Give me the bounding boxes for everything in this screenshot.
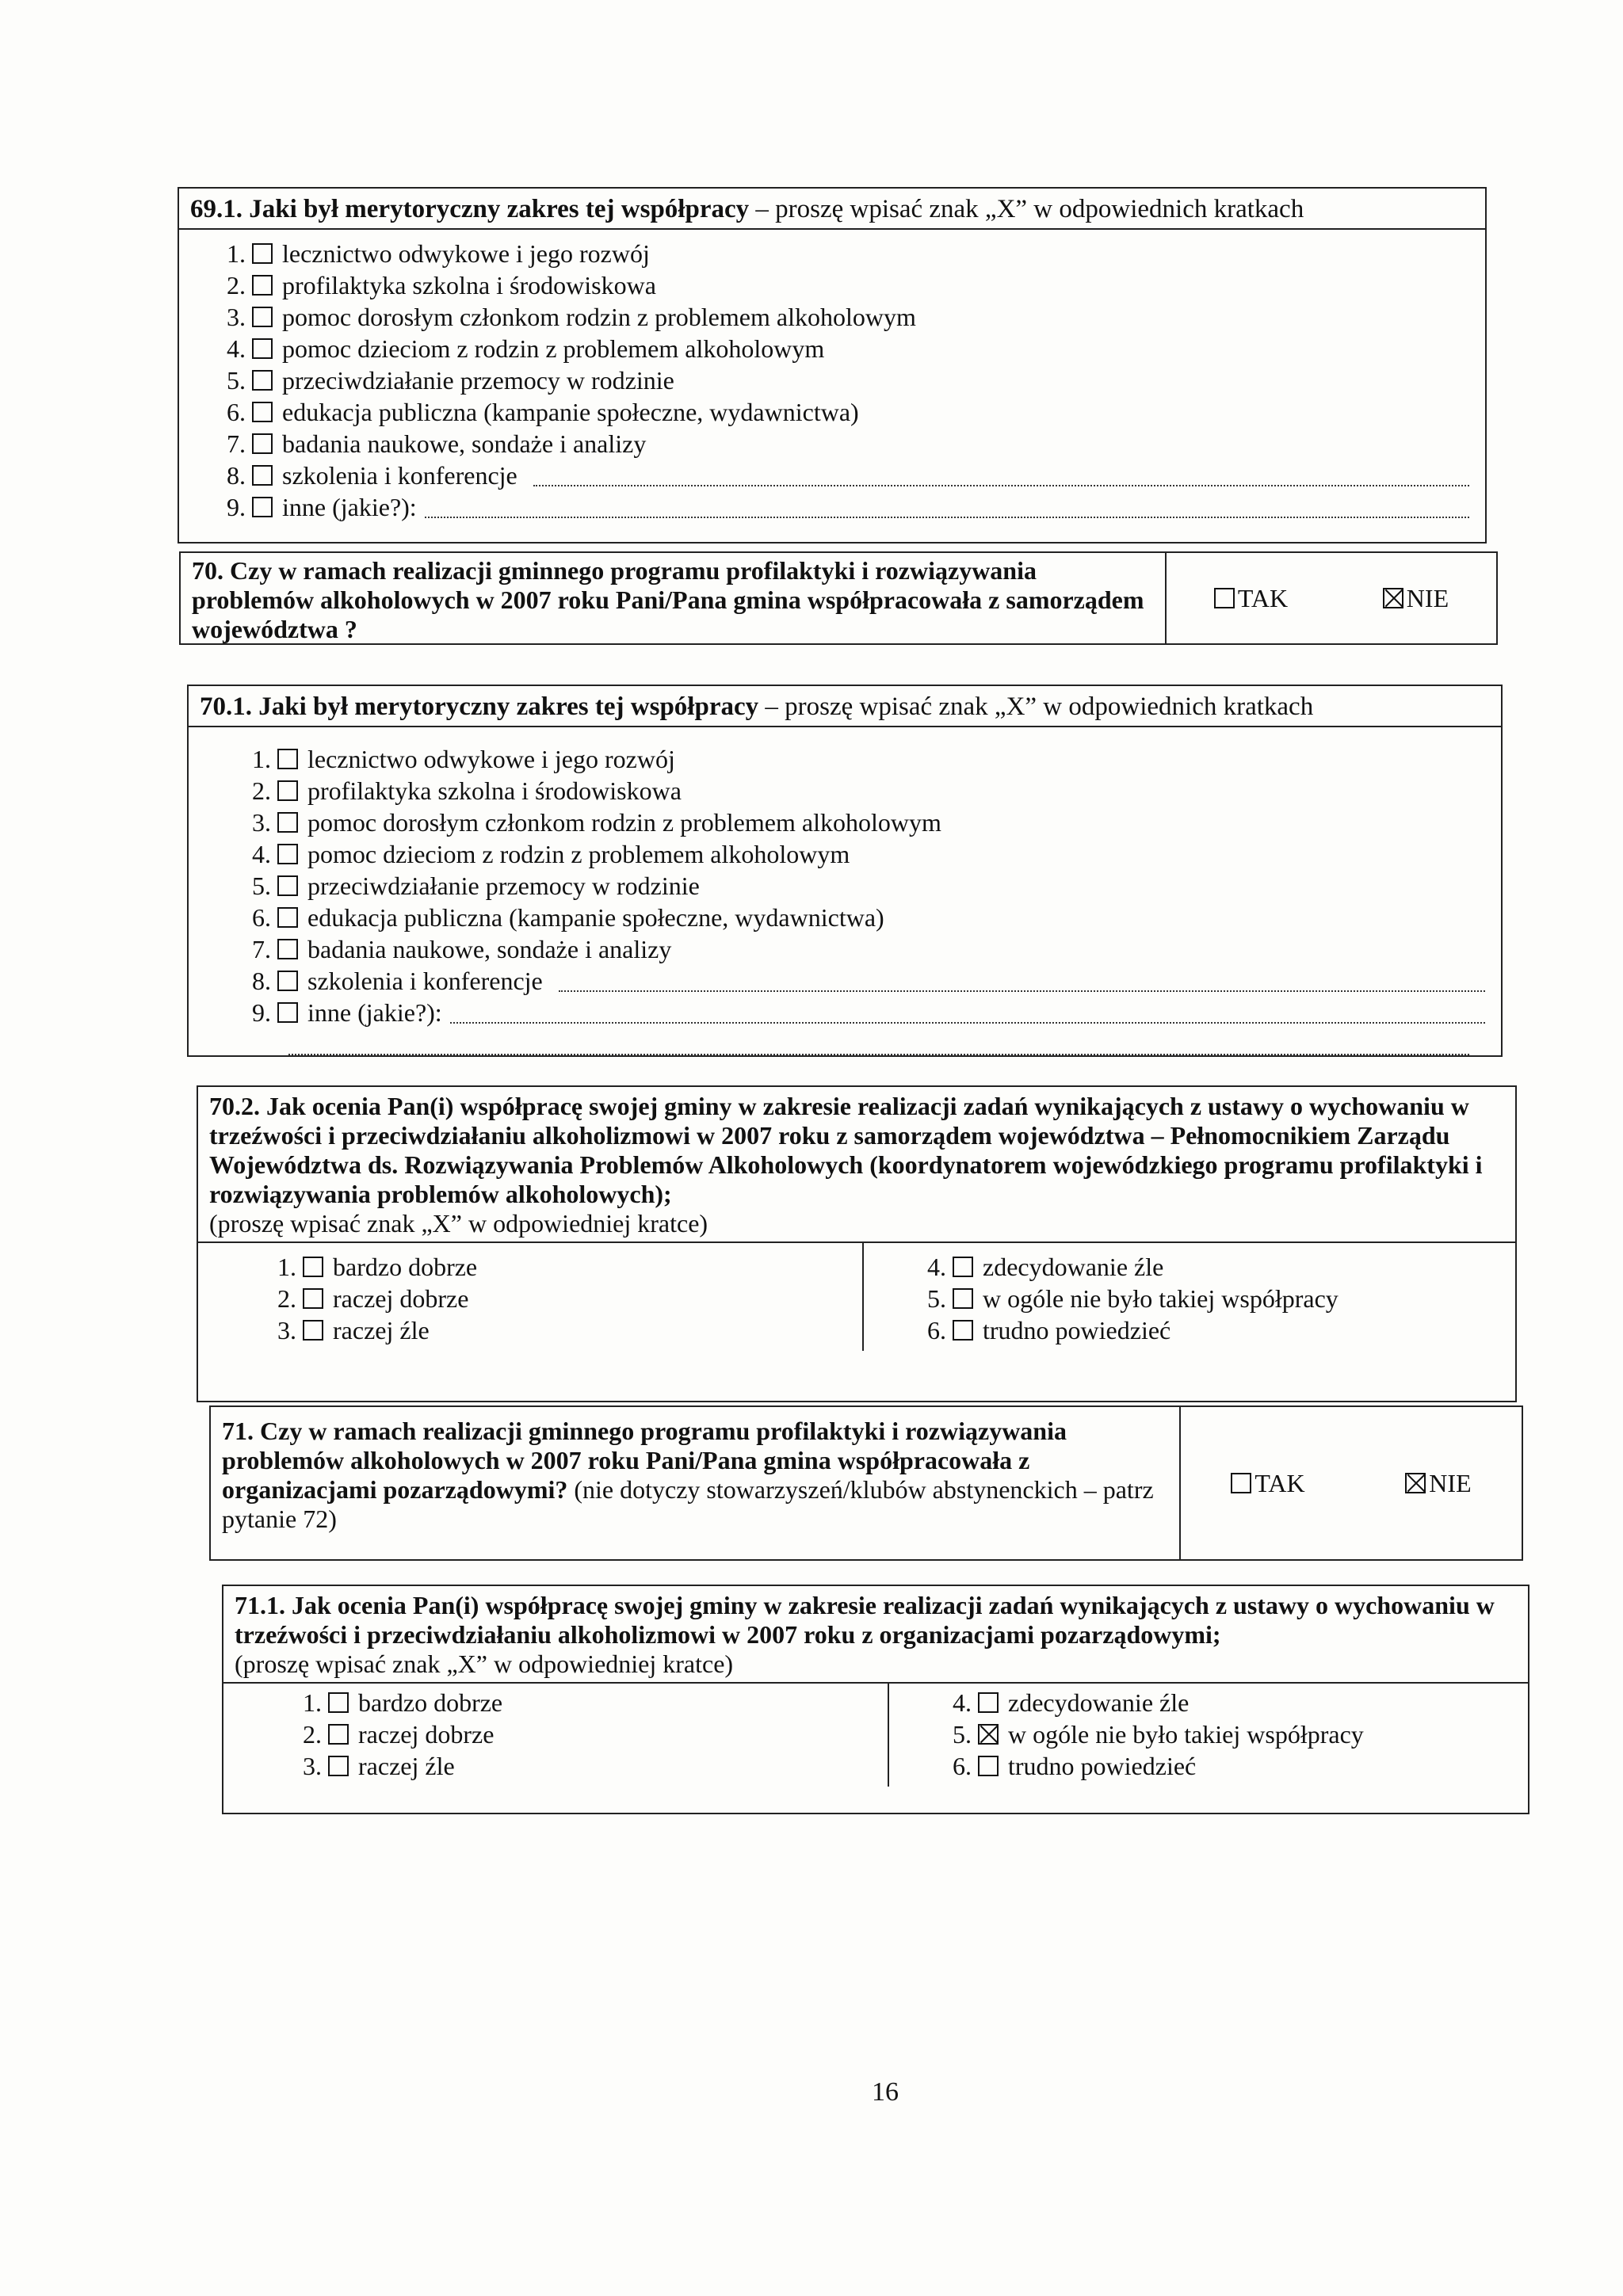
checkbox[interactable] — [252, 497, 273, 517]
option-label: badania naukowe, sondaże i analizy — [307, 935, 672, 963]
rating-column-left — [223, 1684, 889, 1787]
option-number: 5. — [927, 1284, 946, 1313]
option-number: 6. — [227, 398, 246, 426]
option-number: 1. — [252, 745, 271, 773]
scope-option — [211, 238, 1485, 269]
scope-option — [211, 428, 1485, 460]
option-label: edukacja publiczna (kampanie społeczne, wydawnictwa) — [282, 398, 859, 426]
scope-option — [236, 743, 1501, 775]
option-label: edukacja publiczna (kampanie społeczne, wydawnictwa) — [307, 903, 884, 932]
option-label: raczej dobrze — [358, 1720, 495, 1749]
question-71-text — [209, 1405, 1181, 1561]
option-number: 5. — [252, 871, 271, 900]
option-label: inne (jakie?): — [282, 493, 417, 521]
scope-option — [211, 301, 1485, 333]
checkbox[interactable] — [252, 275, 273, 296]
answer-yes-label: TAK — [1237, 583, 1289, 612]
scope-option-other — [236, 997, 1501, 1028]
option-number: 1. — [227, 239, 246, 268]
option-number: 2. — [303, 1720, 322, 1749]
option-label: pomoc dzieciom z rodzin z problemem alkoholowym — [307, 840, 850, 868]
option-label: badania naukowe, sondaże i analizy — [282, 429, 647, 458]
checkbox[interactable] — [277, 780, 298, 801]
question-70-2-text: 70.2. Jak ocenia Pan(i) współpracę swojej gminy w zakresie realizacji zadań wynikających z ustawy o wychowaniu w trzeźwości i przeciwdziałaniu alkoholizmowi w 2007 roku z samorządem województwa – Pełnomocnikiem Zarządu Województwa ds. Rozwiązywania Problemów Alkoholowych (koordynatorem wojewódzkiego programu profilaktyki i rozwiązywania problemów alkoholowych); — [209, 1092, 1483, 1208]
option-number: 2. — [277, 1284, 296, 1313]
option-number: 5. — [953, 1720, 972, 1749]
option-number: 9. — [227, 493, 246, 521]
scope-list-69-1 — [179, 230, 1485, 523]
section-69-1-title: 69.1. Jaki był merytoryczny zakres tej współpracy — [190, 195, 750, 223]
question-71-1-instruction: (proszę wpisać znak „X” w odpowiedniej kratce) — [235, 1650, 734, 1678]
option-label: pomoc dorosłym członkom rodzin z problemem alkoholowym — [307, 808, 941, 837]
section-69-1-heading — [179, 189, 1485, 230]
scope-option — [211, 460, 1485, 491]
option-label: lecznictwo odwykowe i jego rozwój — [307, 745, 675, 773]
scope-option — [236, 965, 1501, 997]
option-number: 7. — [252, 935, 271, 963]
other-write-in-line-2[interactable] — [288, 1052, 1469, 1055]
checkbox-no[interactable] — [1383, 588, 1403, 608]
option-number: 4. — [252, 840, 271, 868]
answer-yes — [1231, 1469, 1304, 1498]
rating-option — [287, 1687, 888, 1718]
section-71-1 — [222, 1585, 1529, 1814]
option-label: bardzo dobrze — [358, 1688, 503, 1717]
page-number: 16 — [872, 2077, 899, 2107]
option-number: 1. — [277, 1253, 296, 1281]
checkbox[interactable] — [252, 338, 273, 359]
answer-no-label: NIE — [1406, 583, 1449, 612]
scope-option — [236, 870, 1501, 902]
checkbox[interactable] — [328, 1724, 349, 1745]
checkbox[interactable] — [277, 749, 298, 769]
option-number: 3. — [277, 1316, 296, 1344]
checkbox[interactable] — [303, 1320, 323, 1341]
checkbox[interactable] — [277, 907, 298, 928]
checkbox-no[interactable] — [1405, 1473, 1426, 1493]
rating-column-left — [198, 1243, 864, 1351]
option-label: raczej źle — [358, 1752, 455, 1780]
option-number: 8. — [227, 461, 246, 490]
option-number: 5. — [227, 366, 246, 395]
write-in-line[interactable] — [533, 464, 1469, 486]
option-label: szkolenia i konferencje — [307, 967, 543, 995]
option-label: trudno powiedzieć — [983, 1316, 1171, 1344]
section-70-2-heading — [198, 1087, 1515, 1243]
option-number: 3. — [252, 808, 271, 837]
rating-option — [287, 1718, 888, 1750]
option-number: 4. — [953, 1688, 972, 1717]
checkbox[interactable] — [277, 971, 298, 991]
option-label: pomoc dzieciom z rodzin z problemem alkoholowym — [282, 334, 825, 363]
question-71-main: 71. Czy w ramach realizacji gminnego programu profilaktyki i rozwiązywania problemów alkoholowych w 2007 roku Pani/Pana gmina współpracowała z organizacjami pozarządowymi? — [222, 1417, 1067, 1504]
checkbox[interactable] — [328, 1692, 349, 1713]
section-70-1-title: 70.1. Jaki był merytoryczny zakres tej współpracy — [200, 692, 759, 721]
option-label: profilaktyka szkolna i środowiskowa — [282, 271, 656, 299]
checkbox[interactable] — [953, 1288, 973, 1309]
checkbox[interactable] — [252, 307, 273, 327]
checkbox[interactable] — [277, 939, 298, 959]
option-label: przeciwdziałanie przemocy w rodzinie — [307, 871, 700, 900]
scope-option — [211, 269, 1485, 301]
rating-option — [287, 1750, 888, 1782]
option-number: 6. — [252, 903, 271, 932]
rating-column-right — [864, 1243, 1338, 1351]
scope-option — [211, 396, 1485, 428]
scope-option — [236, 838, 1501, 870]
checkbox[interactable] — [303, 1257, 323, 1277]
option-number: 2. — [252, 776, 271, 805]
scope-option — [236, 902, 1501, 933]
option-label: lecznictwo odwykowe i jego rozwój — [282, 239, 650, 268]
option-number: 6. — [927, 1316, 946, 1344]
section-70-1-heading — [189, 686, 1501, 727]
scope-option — [236, 775, 1501, 807]
checkbox[interactable] — [978, 1692, 999, 1713]
checkbox[interactable] — [277, 844, 298, 864]
rating-option — [262, 1314, 862, 1346]
scope-list-70-1 — [189, 727, 1501, 1055]
checkbox[interactable] — [252, 465, 273, 486]
option-label: trudno powiedzieć — [1008, 1752, 1197, 1780]
rating-column-right — [889, 1684, 1364, 1787]
question-70-2-instruction: (proszę wpisać znak „X” w odpowiedniej kratce) — [209, 1209, 708, 1238]
checkbox[interactable] — [277, 812, 298, 833]
other-write-in-line[interactable] — [425, 496, 1469, 518]
option-label: inne (jakie?): — [307, 998, 442, 1027]
option-number: 2. — [227, 271, 246, 299]
checkbox[interactable] — [303, 1288, 323, 1309]
checkbox[interactable] — [252, 402, 273, 422]
checkbox-yes[interactable] — [1214, 588, 1235, 608]
checkbox-yes[interactable] — [1231, 1473, 1251, 1493]
option-label: szkolenia i konferencje — [282, 461, 517, 490]
option-label: bardzo dobrze — [333, 1253, 478, 1281]
rating-options-70-2 — [198, 1243, 1515, 1351]
section-70-1 — [187, 685, 1503, 1057]
answer-no — [1405, 1469, 1471, 1498]
option-label: w ogóle nie było takiej współpracy — [1008, 1720, 1364, 1749]
checkbox[interactable] — [328, 1756, 349, 1776]
option-label: raczej źle — [333, 1316, 430, 1344]
rating-option — [911, 1251, 1338, 1283]
checkbox[interactable] — [953, 1257, 973, 1277]
checkbox[interactable] — [277, 1002, 298, 1023]
option-number: 9. — [252, 998, 271, 1027]
option-label: zdecydowanie źle — [1008, 1688, 1190, 1717]
question-70-answers — [1167, 551, 1498, 645]
rating-option — [937, 1687, 1364, 1718]
write-in-line[interactable] — [559, 970, 1485, 992]
section-69-1 — [178, 187, 1487, 543]
answer-yes-label: TAK — [1254, 1468, 1305, 1497]
question-71-note: (nie dotyczy stowarzyszeń/klubów abstynenckich – patrz pytanie 72) — [222, 1475, 1154, 1533]
option-label: raczej dobrze — [333, 1284, 469, 1313]
option-number: 8. — [252, 967, 271, 995]
checkbox[interactable] — [252, 433, 273, 454]
option-number: 6. — [953, 1752, 972, 1780]
section-70-2 — [197, 1085, 1517, 1402]
rating-option — [262, 1283, 862, 1314]
option-label: przeciwdziałanie przemocy w rodzinie — [282, 366, 674, 395]
option-label: pomoc dorosłym członkom rodzin z problemem alkoholowym — [282, 303, 916, 331]
scope-option — [236, 807, 1501, 838]
answer-no-label: NIE — [1429, 1468, 1472, 1497]
rating-option — [911, 1314, 1338, 1346]
question-71-1-text: 71.1. Jak ocenia Pan(i) współpracę swojej gminy w zakresie realizacji zadań wynikających z ustawy o wychowaniu w trzeźwości i przeciwdziałaniu alkoholizmowi w 2007 roku z organizacjami pozarządowymi; — [235, 1591, 1495, 1649]
answer-yes — [1214, 584, 1288, 613]
option-label: zdecydowanie źle — [983, 1253, 1164, 1281]
rating-option — [937, 1750, 1364, 1782]
option-number: 7. — [227, 429, 246, 458]
scope-option — [211, 333, 1485, 364]
checkbox[interactable] — [978, 1724, 999, 1745]
section-71-1-heading — [223, 1586, 1528, 1684]
checkbox[interactable] — [978, 1756, 999, 1776]
question-70 — [179, 551, 1498, 645]
answer-no — [1383, 584, 1449, 613]
other-write-in-line[interactable] — [450, 1001, 1485, 1024]
option-number: 4. — [227, 334, 246, 363]
rating-options-71-1 — [223, 1684, 1528, 1787]
rating-option — [911, 1283, 1338, 1314]
rating-option — [262, 1251, 862, 1283]
scope-option — [236, 933, 1501, 965]
option-label: w ogóle nie było takiej współpracy — [983, 1284, 1338, 1313]
rating-option — [937, 1718, 1364, 1750]
section-69-1-instruction: – proszę wpisać znak „X” w odpowiednich kratkach — [749, 195, 1304, 223]
checkbox[interactable] — [277, 875, 298, 896]
option-number: 1. — [303, 1688, 322, 1717]
option-label: profilaktyka szkolna i środowiskowa — [307, 776, 682, 805]
question-71-answers — [1181, 1405, 1523, 1561]
option-number: 4. — [927, 1253, 946, 1281]
section-70-1-instruction: – proszę wpisać znak „X” w odpowiednich kratkach — [758, 692, 1314, 721]
checkbox[interactable] — [252, 243, 273, 264]
question-71 — [209, 1405, 1523, 1561]
checkbox[interactable] — [953, 1320, 973, 1341]
checkbox[interactable] — [252, 370, 273, 391]
question-70-text: 70. Czy w ramach realizacji gminnego programu profilaktyki i rozwiązywania problemów alkoholowych w 2007 roku Pani/Pana gmina współpracowała z samorządem województwa ? — [179, 551, 1167, 645]
scope-option — [211, 364, 1485, 396]
option-number: 3. — [227, 303, 246, 331]
scope-option-other — [211, 491, 1485, 523]
option-number: 3. — [303, 1752, 322, 1780]
